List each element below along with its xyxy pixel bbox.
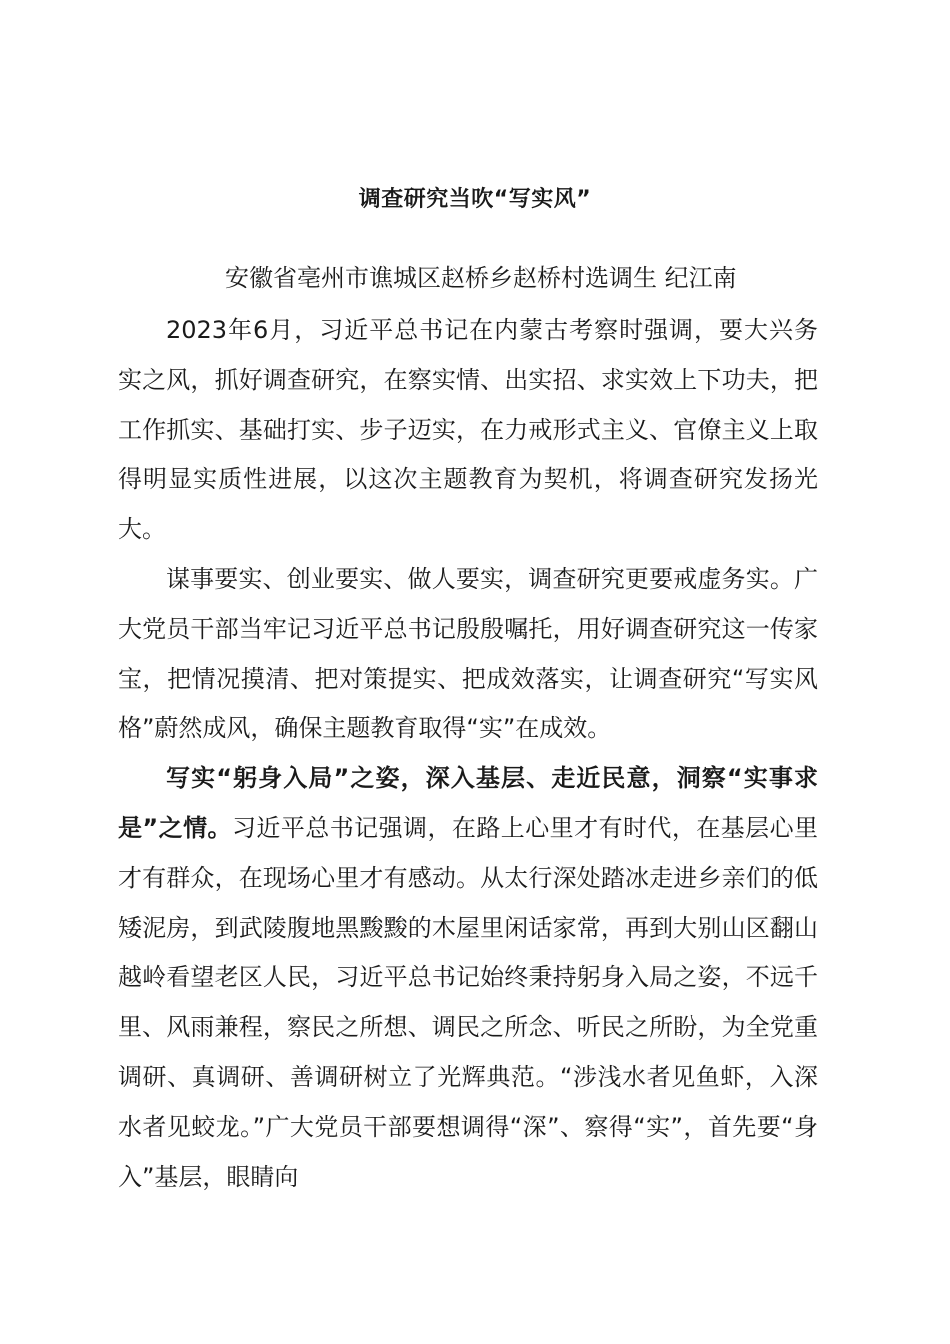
paragraph-3-heading: 写实“躬身入局”之姿，深入基层、走近民意，洞察“实事求是”之情。 — [118, 764, 818, 842]
article-title: 调查研究当吹“写实风” — [358, 187, 592, 212]
paragraph-2-text: 谋事要实、创业要实、做人要实，调查研究更要戒虚务实。广大党员干部当牢记习近平总书记殷殷嘱托，用好调查研究这一传家宝，把情况摸清、把对策提实、把成效落实，让调查研究“写实风格”蔚然成风，确保主题教育取得“实”在成效。 — [118, 564, 818, 743]
author-line: 安徽省亳州市谯城区赵桥乡赵桥村选调生 纪江南 — [225, 264, 737, 292]
paragraph-3-text: 习近平总书记强调，在路上心里才有时代，在基层心里才有群众，在现场心里才有感动。从太行深处踏冰走进乡亲们的低矮泥房，到武陵腹地黑黢黢的木屋里闲话家常，再到大别山区翻山越岭看望老区人民，习近平总书记始终秉持躬身入局之姿，不远千里、风雨兼程，察民之所想、调民之所念、听民之所盼，为全党重调研、真调研、善调研树立了光辉典范。“涉浅水者见鱼虾，入深水者见蛟龙。”广大党员干部要想调得“深”、察得“实”，首先要“身入”基层，眼睛向 — [118, 813, 819, 1191]
paragraph-1 — [118, 306, 818, 555]
paragraph-3 — [118, 754, 818, 1202]
paragraph-2 — [118, 555, 818, 754]
paragraph-1-text: 2023年6月，习近平总书记在内蒙古考察时强调，要大兴务实之风，抓好调查研究，在察实情、出实招、求实效上下功夫，把工作抓实、基础打实、步子迈实，在力戒形式主义、官僚主义上取得明显实质性进展，以这次主题教育为契机，将调查研究发扬光大。 — [118, 316, 818, 544]
article-body — [118, 306, 818, 1202]
